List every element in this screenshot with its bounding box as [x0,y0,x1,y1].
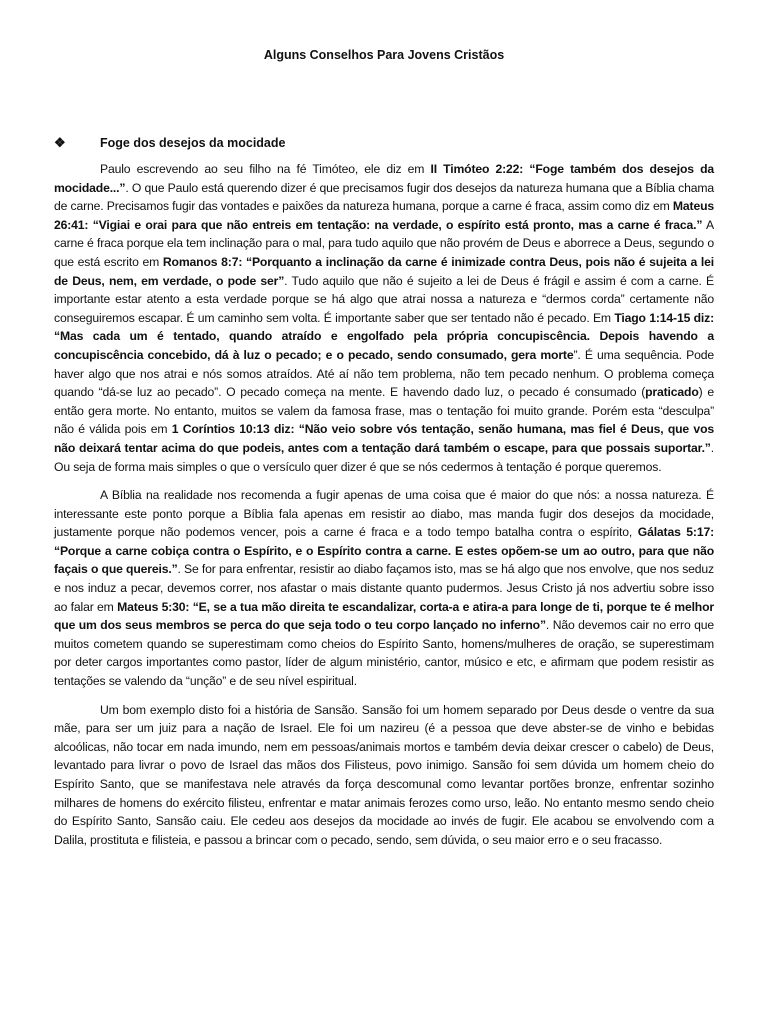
bold-text-run: Mateus 5:30: “E, se a tua mão direita te escandalizar, corta-a e atira-a para longe de ti, porque te é melhor que um dos seus membros se perca do que seja todo o teu corpo lançado no inferno” [54,599,714,633]
text-run: . Se for para enfrentar, resistir ao diabo façamos isto, mas se há algo que nos envolve, que nos seduz e nos induz a pecar, devemos correr, nos afastar o mais distante quanto pudermos. Jesus Cristo já nos advertiu sobre isso ao falar em [54,562,714,614]
bold-text-run: Tiago 1:14-15 diz: “Mas cada um é tentado, quando atraído e engolfado pela própria concupiscência. Depois havendo a concupiscência concebido, dá à luz o pecado; e o pecado, sendo consumado, gera morte [54,310,714,362]
text-run: . Tudo aquilo que não é sujeito a lei de Deus é frágil e assim é com a carne. É importante estar atento a esta verdade porque se há algo que atrai nossa a natureza e “dermos corda” certamente não conseguiremos escapar. É um caminho sem volta. É importante saber que ser tentado não é pecado. Em [54,273,714,325]
text-run: A carne é fraca porque ela tem inclinação para o mal, para tudo aquilo que não provém de Deus e aborrece a Deus, segundo o que está escrito em [54,217,714,269]
document-page [54,0,714,1024]
paragraph [54,701,714,850]
paragraph [54,160,714,476]
text-run: . O que Paulo está querendo dizer é que precisamos fugir dos desejos da natureza humana que a Bíblia chama de carne. Precisamos fugir das vontades e paixões da natureza humana, porque a carne é fraca, assim como diz em [54,180,714,214]
text-run: ”. É uma sequência. Pode haver algo que nos atrai e nós somos atraídos. Até aí não tem problema, não tem pecado nenhum. O problema começa quando “dá-se luz ao pecado”. O pecado começa na mente. E havendo dado luz, o pecado é consumado ( [54,347,714,400]
bold-text-run: 1 Coríntios 10:13 diz: “Não veio sobre vós tentação, senão humana, mas fiel é Deus, que vos não deixará tentar acima do que podeis, antes com a tentação dará também o escape, para que possais suportar.” [54,422,714,455]
bold-text-run: Mateus 26:41: “Vigiai e orai para que não entreis em tentação: na verdade, o espírito está pronto, mas a carne é fraca.” [54,199,714,232]
section-heading-text: Foge dos desejos da mocidade [100,136,286,150]
section-heading [54,134,714,152]
paragraph [54,486,714,691]
text-run: . Ou seja de forma mais simples o que o versículo quer dizer é que se nós cedermos à tentação é porque queremos. [54,440,714,474]
bold-text-run: Gálatas 5:17: “Porque a carne cobiça contra o Espírito, e o Espírito contra a carne. E estes opõem-se um ao outro, para que não façais o que quereis.” [54,525,714,577]
text-run: Paulo escrevendo ao seu filho na fé Timóteo, ele diz em [100,162,431,176]
document-title: Alguns Conselhos Para Jovens Cristãos [263,48,505,62]
text-run: ) e então gera morte. No entanto, muitos se valem da famosa frase, mas o tentação foi muito grande. Porém esta “desculpa” não é válida pois em [54,385,714,437]
diamond-flower-bullet-icon: ❖ [54,135,66,150]
document-body [54,160,714,859]
bold-text-run: praticado [645,385,699,400]
text-run: A Bíblia na realidade nos recomenda a fugir apenas de uma coisa que é maior do que nós: a nossa natureza. É interessante este ponto porque a Bíblia fala apenas em resistir ao diabo, mas manda fugir dos desejos da mocidade, justamente porque não podemos vencer, pois a carne é fraca e a todo tempo batalha contra o espírito, [54,488,714,540]
text-run: Um bom exemplo disto foi a história de Sansão. Sansão foi um homem separado por Deus desde o ventre da sua mãe, para ser um juiz para a nação de Israel. Ele foi um nazireu (é a pessoa que deve abster-se de vinho e bebidas alcoólicas, não tocar em nada imundo, nem em pessoas/animais mortos e também devia deixar crescer o cabelo) de Deus, levantado para livrar o povo de Israel das mãos dos Filisteus, povo inimigo. Sansão foi sem dúvida um homem cheio do Espírito Santo, que se manifestava nele através da força descomunal como levantar portões bronze, enfrentar sozinho milhares de homens do exército filisteu, enfrentar e matar animais ferozes como urso, leão. No entanto mesmo sendo cheio do Espírito Santo, Sansão caiu. Ele cedeu aos desejos da mocidade ao invés de fugir. Ele acabou se envolvendo com a Dalila, prostituta e filisteia, e passou a brincar com o pecado, sendo, sem dúvida, o seu maior erro e o seu fracasso. [54,702,714,847]
text-run: . Não devemos cair no erro que muitos cometem quando se superestimam como cheios do Espírito Santo, homens/mulheres de oração, se superestimam por deter cargos importantes como pastor, líder de algum ministério, cantor, músico e etc, e afirmam que podem resistir as tentações se valendo da “unção” e de seu nível espiritual. [54,618,714,689]
bold-text-run: II Timóteo 2:22: “Foge também dos desejos da mocidade...” [54,162,715,195]
bold-text-run: Romanos 8:7: “Porquanto a inclinação da carne é inimizade contra Deus, pois não é sujeita a lei de Deus, nem, em verdade, o pode ser” [54,254,714,288]
